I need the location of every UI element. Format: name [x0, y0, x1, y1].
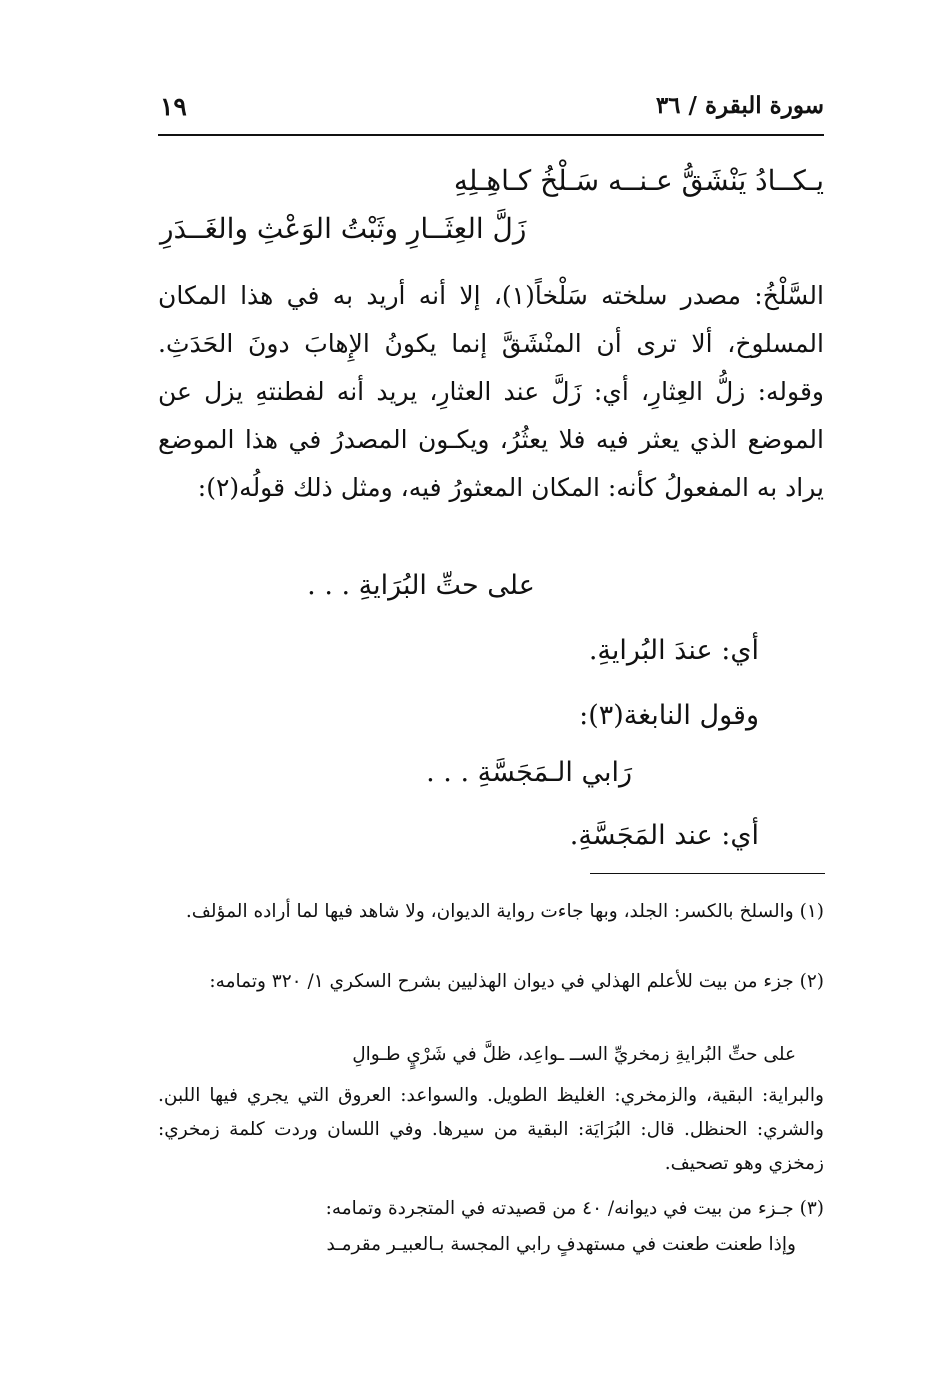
quote-2: رَابي الـمَجَسَّةِ . . . [426, 757, 632, 788]
nabigha-intro: وقول النابغة(٣): [579, 700, 759, 731]
verse-line-2: زَلَّ العِثَــارِ وثَبْتُ الوَعْثِ والغَــدَرِ [160, 212, 527, 245]
quote-1: على حتِّ البُرَايةِ . . . [307, 570, 535, 601]
verse-line-1: يـكــادُ يَنْشَقُّ عـنــه سَـلْخُ كـاهِـلِهِ [453, 164, 824, 197]
footnote-3: (٣) جـزء من بيت في ديوانه/ ٤٠ من قصيدته في المتجردة وتمامه: [325, 1198, 824, 1219]
footnote-2-poem [158, 1038, 824, 1072]
footnote-1: (١) والسلخ بالكسر: الجلد، وبها جاءت رواية الديوان، ولا شاهد فيها لما أراده المؤلف. [185, 901, 824, 922]
header-rule [158, 134, 824, 136]
footnote-2: (٢) جزء من بيت للأعلم الهذلي في ديوان الهذليين بشرح السكري ١/ ٣٢٠ وتمامه: [209, 971, 824, 992]
footnote-3-poem [158, 1228, 824, 1262]
running-header: سورة البقرة / ٣٦ [655, 92, 824, 119]
page-number: ١٩ [160, 92, 187, 121]
footnote-rule [590, 873, 825, 874]
gloss-2: أي: عند المَجَسَّةِ. [569, 820, 759, 851]
commentary-paragraph: السَّلْخُ: مصدر سلخته سَلْخاً(١)، إلا أنه أريد به في هذا المكان المسلوخ، ألا ترى أن المنْشَقَّ إنما يكونُ الإِهابَ دونَ الحَدَثِ. وقوله: زلُّ العِثارِ، أي: زَلَّ عند العثارِ، يريد أنه لفطنتهِ يزل عن الموضع الذي يعثر فيه فلا يعثُرُ، ويكـون المصدرُ في هذا الموضع يراد به المفعولُ كأنه: المكان المعثورُ فيه، ومثل ذلك قولُه(٢): [158, 281, 824, 502]
footnote-2-note: والبراية: البقية، والزمخري: الغليظ الطويل. والسواعد: العروق التي يجري فيها اللبن. والشري: الحنظل. قال: البُرَايَة: البقية من سيرها. وفي اللسان وردت كلمة زمخري: زمخزي وهو تصحيف. [158, 1085, 824, 1174]
footnote-2-poem-line: على حتِّ البُرايةِ زمخريِّ الســ ـواعِد، ظلَّ في شَرْيٍ طـوالِ [352, 1044, 796, 1065]
footnote-3-poem-line: وإذا طعنت طعنت في مستهدفٍ رابي المجسة بـالعبيـر مقرمـد [326, 1234, 796, 1255]
gloss-1: أي: عندَ البُرايةِ. [588, 635, 759, 666]
